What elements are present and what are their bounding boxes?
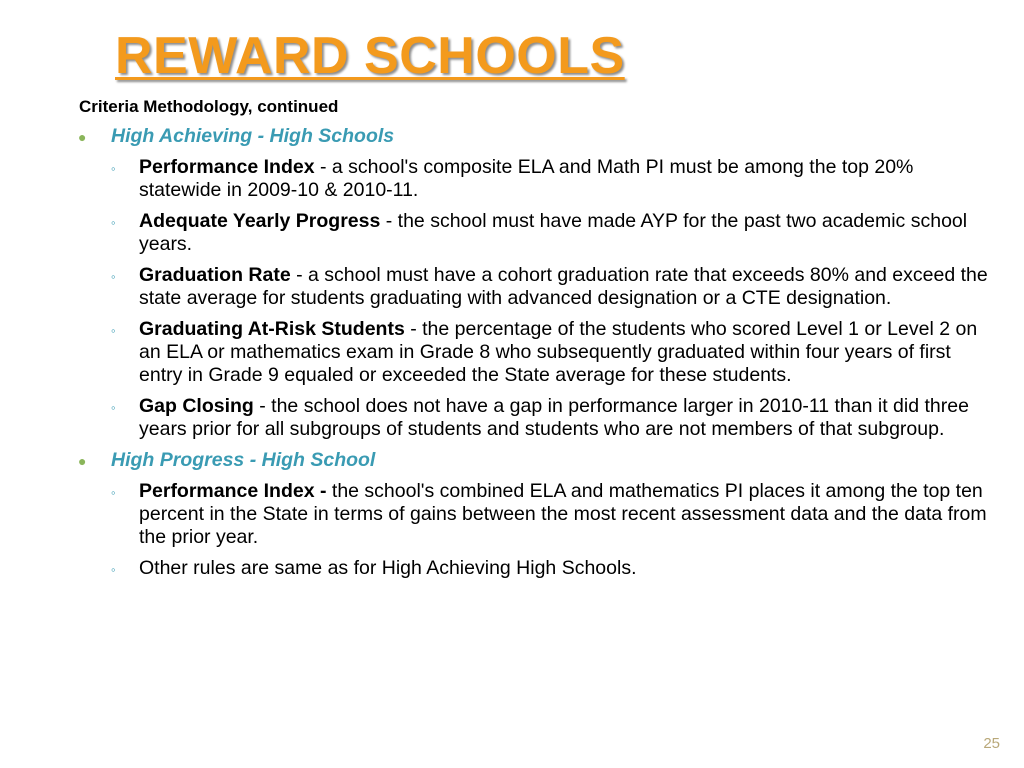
item-description: - the school must have made AYP for the past two academic school years. — [139, 210, 968, 255]
list-item — [76, 318, 996, 387]
item-term: Performance Index — [139, 156, 315, 178]
item-term: Performance Index - — [139, 480, 327, 502]
item-term: Graduating At-Risk Students — [139, 318, 405, 340]
list-item-text — [139, 557, 637, 580]
page-number: 25 — [983, 735, 1000, 752]
item-description: Other rules are same as for High Achieving High Schools. — [139, 557, 637, 579]
item-description: - a school must have a cohort graduation rate that exceeds 80% and exceed the state average for students graduating with advanced designation or a CTE designation. — [139, 264, 988, 309]
item-description: - the percentage of the students who scored Level 1 or Level 2 on an ELA or mathematics exam in Grade 8 who subsequently graduated within four years of first entry in Grade 9 equaled or exceeded the State average for these students. — [139, 318, 978, 386]
list-item-text — [139, 395, 996, 441]
list-item-text — [139, 264, 996, 310]
list-item-text — [139, 318, 996, 387]
slide-title: REWARD SCHOOLS — [115, 27, 625, 85]
item-term: Adequate Yearly Progress — [139, 210, 381, 232]
list-item — [76, 156, 996, 202]
bullet-circle-icon: ◦ — [111, 485, 116, 500]
list-item — [76, 210, 996, 256]
list-item — [76, 395, 996, 441]
list-item — [76, 264, 996, 310]
bullet-circle-icon: ◦ — [111, 323, 116, 338]
list-item — [76, 557, 996, 580]
item-description: the school's combined ELA and mathematics PI places it among the top ten percent in the State in terms of gains between the most recent assessment data and the data from the prior year. — [139, 480, 987, 548]
list-item-text — [139, 210, 996, 256]
item-description: - a school's composite ELA and Math PI must be among the top 20% statewide in 2009-10 & 2010-11. — [139, 156, 914, 201]
bullet-circle-icon: ◦ — [111, 215, 116, 230]
bullet-circle-icon: ◦ — [111, 161, 116, 176]
list-item — [76, 480, 996, 549]
section-heading-text: High Achieving - High Schools — [111, 125, 395, 147]
bullet-dot-icon: ● — [78, 129, 87, 145]
bullet-circle-icon: ◦ — [111, 562, 116, 577]
section-heading-text: High Progress - High School — [111, 449, 376, 471]
item-term: Gap Closing — [139, 395, 254, 417]
bullet-dot-icon: ● — [78, 453, 87, 469]
bullet-circle-icon: ◦ — [111, 269, 116, 284]
bullet-circle-icon: ◦ — [111, 400, 116, 415]
item-term: Graduation Rate — [139, 264, 291, 286]
section-heading-high-progress — [76, 449, 996, 472]
slide-content — [76, 125, 996, 588]
section-heading-high-achieving — [76, 125, 996, 148]
list-item-text — [139, 480, 996, 549]
item-description: - the school does not have a gap in performance larger in 2010-11 than it did three years prior for all subgroups of students and students who are not members of that subgroup. — [139, 395, 969, 440]
list-item-text — [139, 156, 996, 202]
slide-subtitle: Criteria Methodology, continued — [79, 97, 339, 116]
